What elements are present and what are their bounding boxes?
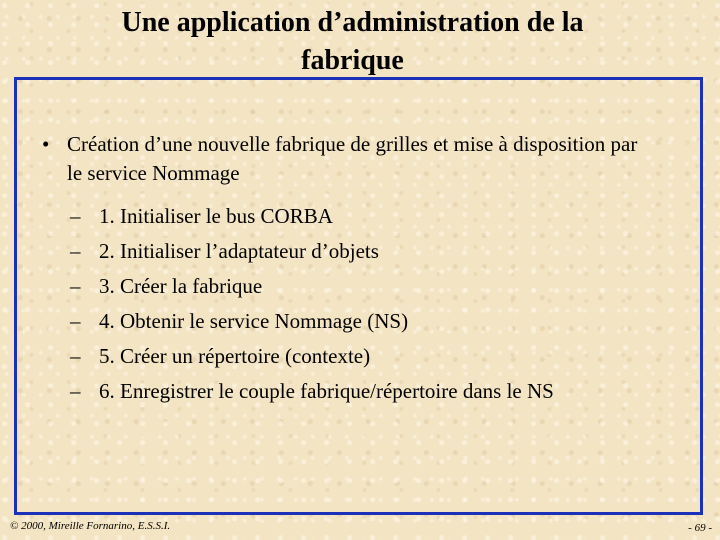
slide-title (0, 4, 705, 80)
steps-list (70, 199, 554, 409)
step-text: 5. Créer un répertoire (contexte) (99, 344, 371, 368)
step-item (70, 339, 554, 374)
copyright-footer: © 2000, Mireille Fornarino, E.S.S.I. (10, 520, 171, 532)
step-item (70, 199, 554, 234)
step-item (70, 374, 554, 409)
step-text: 1. Initialiser le bus CORBA (99, 204, 333, 228)
slide-title-line-2: fabrique (301, 45, 404, 76)
slide-title-line-1: Une application d’administration de la (121, 7, 584, 38)
step-item (70, 269, 554, 304)
page-number: - 69 - (688, 522, 712, 534)
step-dash: – (70, 309, 81, 333)
step-item (70, 234, 554, 269)
step-dash: – (70, 239, 81, 263)
bullet-text: Création d’une nouvelle fabrique de grilles et mise à disposition par le service Nommage (67, 132, 638, 185)
step-text: 2. Initialiser l’adaptateur d’objets (99, 239, 379, 263)
step-text: 6. Enregistrer le couple fabrique/répertoire dans le NS (99, 379, 554, 403)
main-bullet (42, 130, 642, 188)
step-text: 3. Créer la fabrique (99, 274, 263, 298)
step-item (70, 304, 554, 339)
step-dash: – (70, 274, 81, 298)
step-text: 4. Obtenir le service Nommage (NS) (99, 309, 409, 333)
step-dash: – (70, 344, 81, 368)
step-dash: – (70, 204, 81, 228)
bullet-marker: • (42, 132, 50, 156)
step-dash: – (70, 379, 81, 403)
